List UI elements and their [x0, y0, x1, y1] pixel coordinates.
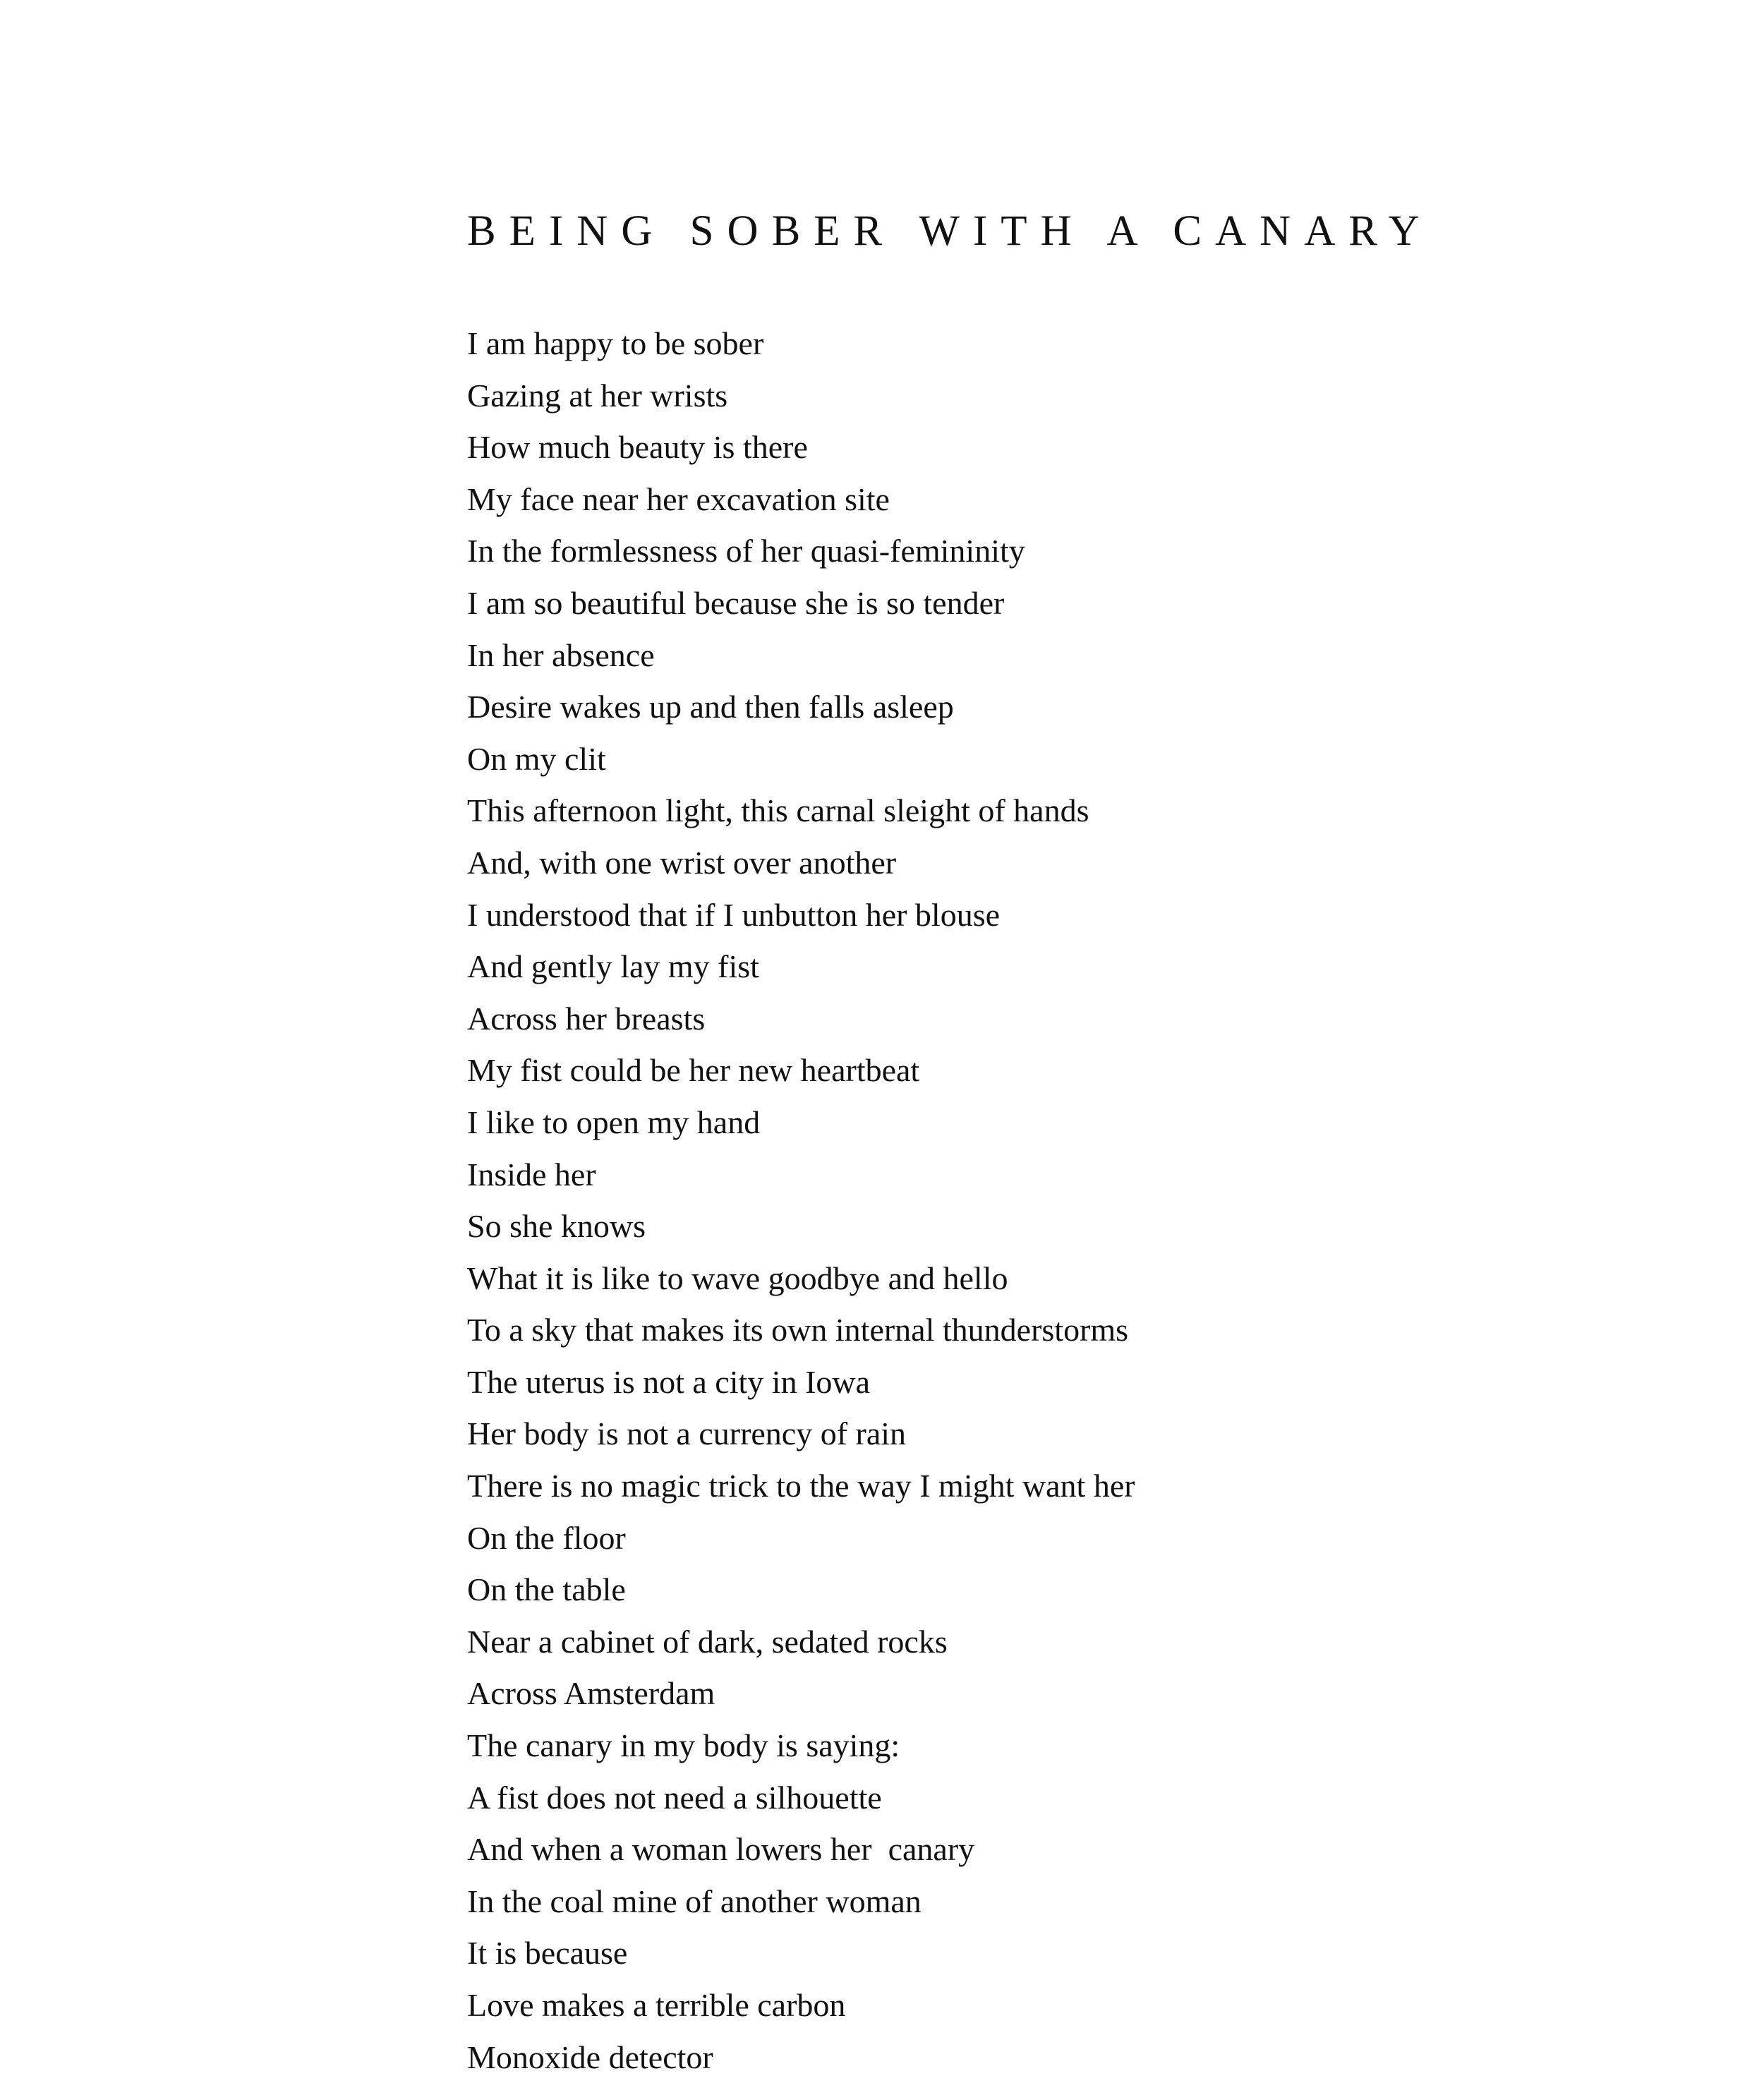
poem-line: I like to open my hand [467, 1104, 761, 1140]
poem-line: And, with one wrist over another [467, 844, 897, 881]
poem-line: On the floor [467, 1519, 626, 1556]
poem-title: BEING SOBER WITH A CANARY [467, 207, 1433, 255]
poem-body [467, 318, 1135, 2083]
poem-line: So she knows [467, 1208, 646, 1245]
poem-line: Desire wakes up and then falls asleep [467, 689, 954, 725]
poem-line: Across her breasts [467, 1000, 706, 1037]
poem-line: A fist does not need a silhouette [467, 1779, 882, 1816]
poem-line: What it is like to wave goodbye and hello [467, 1260, 1008, 1296]
poem-line: And when a woman lowers her canary [467, 1831, 975, 1868]
poem-line: Love makes a terrible carbon [467, 1987, 846, 2023]
poem-line: It is because [467, 1935, 628, 1972]
poem-line: I understood that if I unbutton her blouse [467, 896, 1001, 933]
poem-line: Monoxide detector [467, 2039, 713, 2075]
poem-line: In her absence [467, 636, 655, 673]
poem-line: Near a cabinet of dark, sedated rocks [467, 1623, 948, 1660]
poem-line: I am so beautiful because she is so tender [467, 584, 1005, 621]
poem-line: I am happy to be sober [467, 325, 764, 361]
poem-line: My face near her excavation site [467, 481, 890, 517]
poem-line: In the coal mine of another woman [467, 1883, 922, 1919]
poem-line: My fist could be her new heartbeat [467, 1052, 920, 1089]
poem-line: This afternoon light, this carnal sleight of hands [467, 792, 1089, 829]
poem-line: In the formlessness of her quasi-femininity [467, 533, 1025, 569]
poem-line: On my clit [467, 740, 606, 777]
poem-line: Her body is not a currency of rain [467, 1415, 907, 1452]
poem-line: How much beauty is there [467, 429, 808, 466]
poem-line: There is no magic trick to the way I might want her [467, 1468, 1135, 1504]
poem-line: Across Amsterdam [467, 1675, 715, 1712]
poem-line: The uterus is not a city in Iowa [467, 1363, 871, 1400]
poem-line: Gazing at her wrists [467, 377, 728, 413]
poem-line: Inside her [467, 1156, 596, 1193]
poem-line: To a sky that makes its own internal thunderstorms [467, 1312, 1129, 1348]
poem-line: And gently lay my fist [467, 948, 759, 985]
poem-line: On the table [467, 1571, 626, 1608]
poem-line: The canary in my body is saying: [467, 1727, 900, 1764]
